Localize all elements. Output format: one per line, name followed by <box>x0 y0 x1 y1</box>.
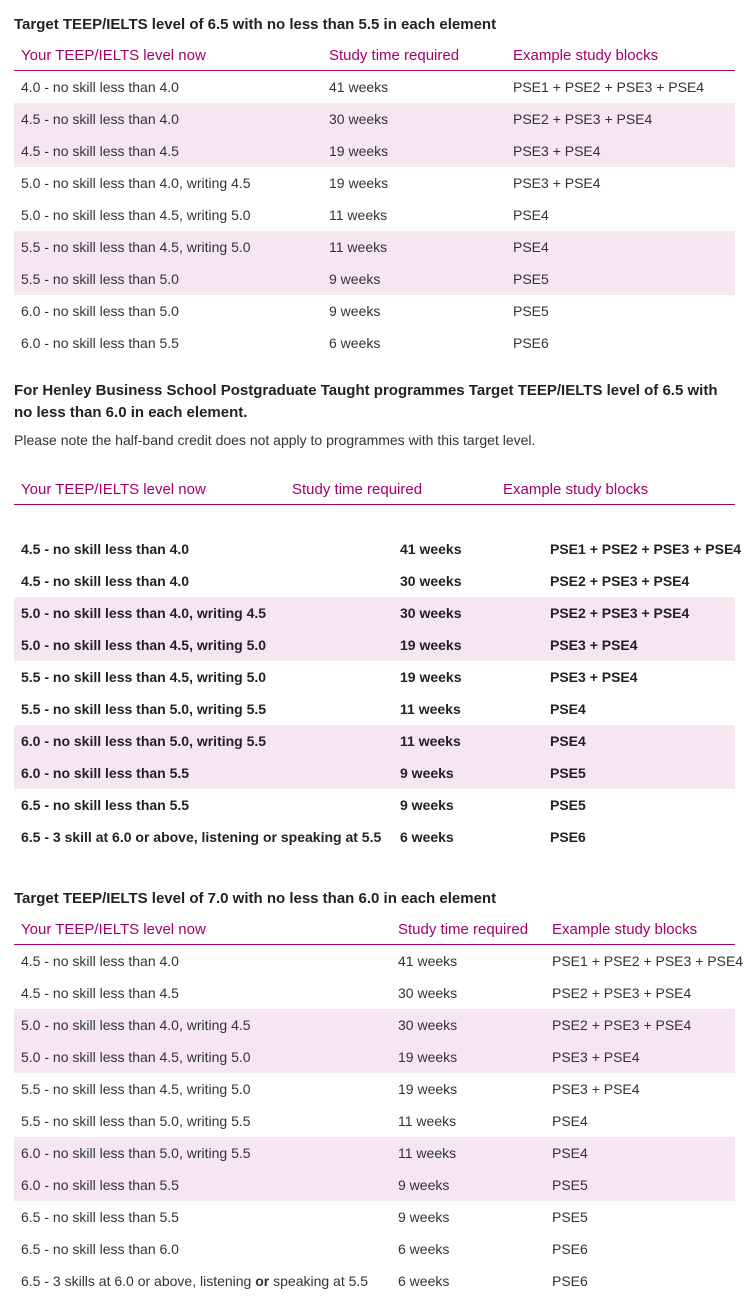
table-row <box>14 295 735 327</box>
level-cell: 4.5 - no skill less than 4.0 <box>21 953 179 969</box>
level-cell: 5.5 - no skill less than 4.5, writing 5.0 <box>21 669 267 685</box>
blocks-cell: PSE4 <box>550 701 586 717</box>
table-row <box>14 533 735 565</box>
table3-section <box>14 888 744 1297</box>
table-row <box>14 1009 735 1041</box>
blocks-cell: PSE6 <box>513 335 549 351</box>
blocks-cell: PSE1 + PSE2 + PSE3 + PSE4 <box>552 953 744 969</box>
table-row <box>14 1201 735 1233</box>
table-row <box>14 565 735 597</box>
table2-note: Please note the half-band credit does not apply to programmes with this target level. <box>14 432 536 448</box>
table-row <box>14 1265 735 1297</box>
time-cell: 19 weeks <box>400 669 462 685</box>
level-cell: 4.5 - no skill less than 4.5 <box>21 985 179 1001</box>
level-cell: 5.5 - no skill less than 5.0, writing 5.5 <box>21 701 267 717</box>
col-header-level: Your TEEP/IELTS level now <box>14 474 393 505</box>
col-header-time: Study time required <box>322 40 506 71</box>
level-cell: 5.5 - no skill less than 4.5, writing 5.0 <box>14 231 322 263</box>
time-cell: 11 weeks <box>322 231 506 263</box>
table2 <box>14 474 742 853</box>
level-cell: 4.5 - no skill less than 4.0 <box>21 541 190 557</box>
table-row <box>14 629 735 661</box>
time-cell: 30 weeks <box>322 103 506 135</box>
level-cell: 6.0 - no skill less than 5.5 <box>21 335 179 351</box>
level-cell: 6.5 - no skill less than 6.0 <box>21 1241 179 1257</box>
time-cell: 6 weeks <box>400 829 454 845</box>
blocks-cell: PSE5 <box>513 303 549 319</box>
time-cell: 19 weeks <box>322 135 506 167</box>
time-cell: 9 weeks <box>329 303 381 319</box>
col-header-blocks: Example study blocks <box>496 474 688 505</box>
level-cell: 5.5 - no skill less than 5.0 <box>14 263 322 295</box>
blocks-cell: PSE3 + PSE4 <box>550 669 638 685</box>
time-cell: 30 weeks <box>400 573 462 589</box>
table-row <box>14 661 735 693</box>
blocks-cell: PSE4 <box>552 1113 588 1129</box>
level-cell: 5.0 - no skill less than 4.0, writing 4.5 <box>21 175 251 191</box>
table-spacer-row <box>14 505 735 534</box>
table1-header-row <box>14 40 735 71</box>
table-row <box>14 977 735 1009</box>
table2-heading: For Henley Business School Postgraduate Taught programmes Target TEEP/IELTS level of 6.5 with no less than 6.0 in each element. <box>14 382 718 421</box>
level-cell: 6.5 - no skill less than 5.5 <box>21 797 190 813</box>
blocks-cell: PSE2 + PSE3 + PSE4 <box>506 103 735 135</box>
time-cell: 6 weeks <box>329 335 381 351</box>
table-row <box>14 167 735 199</box>
time-cell: 9 weeks <box>398 1209 450 1225</box>
blocks-cell: PSE3 + PSE4 <box>506 135 735 167</box>
time-cell: 11 weeks <box>400 701 461 717</box>
time-cell: 41 weeks <box>398 953 458 969</box>
table-row <box>14 597 735 629</box>
blocks-cell: PSE4 <box>545 1137 735 1169</box>
blocks-cell: PSE2 + PSE3 + PSE4 <box>550 573 690 589</box>
time-cell: 9 weeks <box>393 757 543 789</box>
time-cell: 30 weeks <box>391 1009 545 1041</box>
table-row <box>14 757 735 789</box>
level-cell <box>14 1265 391 1297</box>
time-cell: 11 weeks <box>398 1113 457 1129</box>
col-header-blocks: Example study blocks <box>545 914 735 945</box>
level-cell: 4.0 - no skill less than 4.0 <box>21 79 179 95</box>
table-row <box>14 725 735 757</box>
table-row <box>14 71 735 104</box>
time-cell: 30 weeks <box>393 597 543 629</box>
blocks-cell: PSE5 <box>545 1169 735 1201</box>
table-row <box>14 1169 735 1201</box>
time-cell: 9 weeks <box>400 797 454 813</box>
table-row <box>14 263 735 295</box>
blocks-cell: PSE2 + PSE3 + PSE4 <box>545 1009 735 1041</box>
time-cell: 11 weeks <box>393 725 543 757</box>
table-row <box>14 1073 735 1105</box>
table-row <box>14 1041 735 1073</box>
time-cell: 19 weeks <box>393 629 543 661</box>
level-cell: 4.5 - no skill less than 4.5 <box>14 135 322 167</box>
level-cell: 5.0 - no skill less than 4.0, writing 4.5 <box>14 597 393 629</box>
level-text-after: speaking at 5.5 <box>269 1273 369 1289</box>
table1-heading: Target TEEP/IELTS level of 6.5 with no less than 5.5 in each element <box>14 16 497 33</box>
level-cell: 4.5 - no skill less than 4.0 <box>21 573 190 589</box>
time-cell: 11 weeks <box>329 207 388 223</box>
blocks-cell: PSE6 <box>552 1273 588 1289</box>
table-row <box>14 199 735 231</box>
table-row <box>14 231 735 263</box>
level-cell: 6.0 - no skill less than 5.5 <box>14 1169 391 1201</box>
time-cell: 6 weeks <box>398 1241 450 1257</box>
table2-header-row <box>14 474 735 505</box>
time-cell: 19 weeks <box>391 1041 545 1073</box>
table-row <box>14 103 735 135</box>
table3-header-row <box>14 914 735 945</box>
blocks-cell: PSE2 + PSE3 + PSE4 <box>543 597 735 629</box>
level-cell: 6.0 - no skill less than 5.0, writing 5.5 <box>14 1137 391 1169</box>
table-row <box>14 789 735 821</box>
blocks-cell: PSE3 + PSE4 <box>543 629 735 661</box>
blocks-cell: PSE1 + PSE2 + PSE3 + PSE4 <box>513 79 705 95</box>
blocks-cell: PSE3 + PSE4 <box>513 175 601 191</box>
col-header-level: Your TEEP/IELTS level now <box>14 914 391 945</box>
time-cell: 11 weeks <box>391 1137 545 1169</box>
blocks-cell: PSE4 <box>513 207 549 223</box>
time-cell: 19 weeks <box>329 175 389 191</box>
table-row <box>14 135 735 167</box>
blocks-cell: PSE3 + PSE4 <box>552 1081 640 1097</box>
blocks-cell: PSE1 + PSE2 + PSE3 + PSE4 <box>550 541 742 557</box>
table3 <box>14 914 744 1297</box>
blocks-cell: PSE4 <box>543 725 735 757</box>
table-row <box>14 1105 735 1137</box>
level-cell: 6.0 - no skill less than 5.5 <box>14 757 393 789</box>
table2-section <box>14 380 742 853</box>
table-row <box>14 945 735 978</box>
table-row <box>14 327 735 359</box>
table1-section <box>14 14 735 359</box>
time-cell: 6 weeks <box>398 1273 450 1289</box>
table1 <box>14 40 735 359</box>
col-header-blocks: Example study blocks <box>506 40 735 71</box>
blocks-cell: PSE4 <box>506 231 735 263</box>
blocks-cell: PSE2 + PSE3 + PSE4 <box>552 985 692 1001</box>
level-cell: 5.0 - no skill less than 4.5, writing 5.0 <box>21 207 251 223</box>
level-text-bold: or <box>255 1273 270 1289</box>
col-header-time: Study time required <box>292 474 442 505</box>
table-row <box>14 1137 735 1169</box>
col-header-time: Study time required <box>391 914 545 945</box>
level-cell: 6.0 - no skill less than 5.0 <box>21 303 179 319</box>
col-header-level: Your TEEP/IELTS level now <box>14 40 322 71</box>
level-cell: 5.0 - no skill less than 4.0, writing 4.5 <box>14 1009 391 1041</box>
blocks-cell: PSE3 + PSE4 <box>545 1041 735 1073</box>
time-cell: 30 weeks <box>398 985 458 1001</box>
level-cell: 6.5 - 3 skill at 6.0 or above, listening or speaking at 5.5 <box>21 829 382 845</box>
time-cell: 9 weeks <box>391 1169 545 1201</box>
level-cell: 5.5 - no skill less than 4.5, writing 5.0 <box>21 1081 251 1097</box>
time-cell: 41 weeks <box>329 79 389 95</box>
blocks-cell: PSE5 <box>550 797 586 813</box>
time-cell: 19 weeks <box>398 1081 458 1097</box>
level-cell: 5.0 - no skill less than 4.5, writing 5.0 <box>14 629 393 661</box>
level-cell: 6.5 - no skill less than 5.5 <box>21 1209 179 1225</box>
table-row <box>14 693 735 725</box>
blocks-cell: PSE5 <box>506 263 735 295</box>
blocks-cell: PSE5 <box>552 1209 588 1225</box>
time-cell: 9 weeks <box>322 263 506 295</box>
blocks-cell: PSE6 <box>552 1241 588 1257</box>
table3-heading: Target TEEP/IELTS level of 7.0 with no less than 6.0 in each element <box>14 890 497 907</box>
level-cell: 6.0 - no skill less than 5.0, writing 5.5 <box>14 725 393 757</box>
level-cell: 4.5 - no skill less than 4.0 <box>14 103 322 135</box>
table-row <box>14 1233 735 1265</box>
level-cell: 5.5 - no skill less than 5.0, writing 5.5 <box>21 1113 251 1129</box>
blocks-cell: PSE5 <box>543 757 735 789</box>
level-cell: 5.0 - no skill less than 4.5, writing 5.0 <box>14 1041 391 1073</box>
blocks-cell: PSE6 <box>550 829 586 845</box>
level-text-before: 6.5 - 3 skills at 6.0 or above, listening <box>21 1273 256 1289</box>
table-row <box>14 821 735 853</box>
time-cell: 41 weeks <box>400 541 462 557</box>
